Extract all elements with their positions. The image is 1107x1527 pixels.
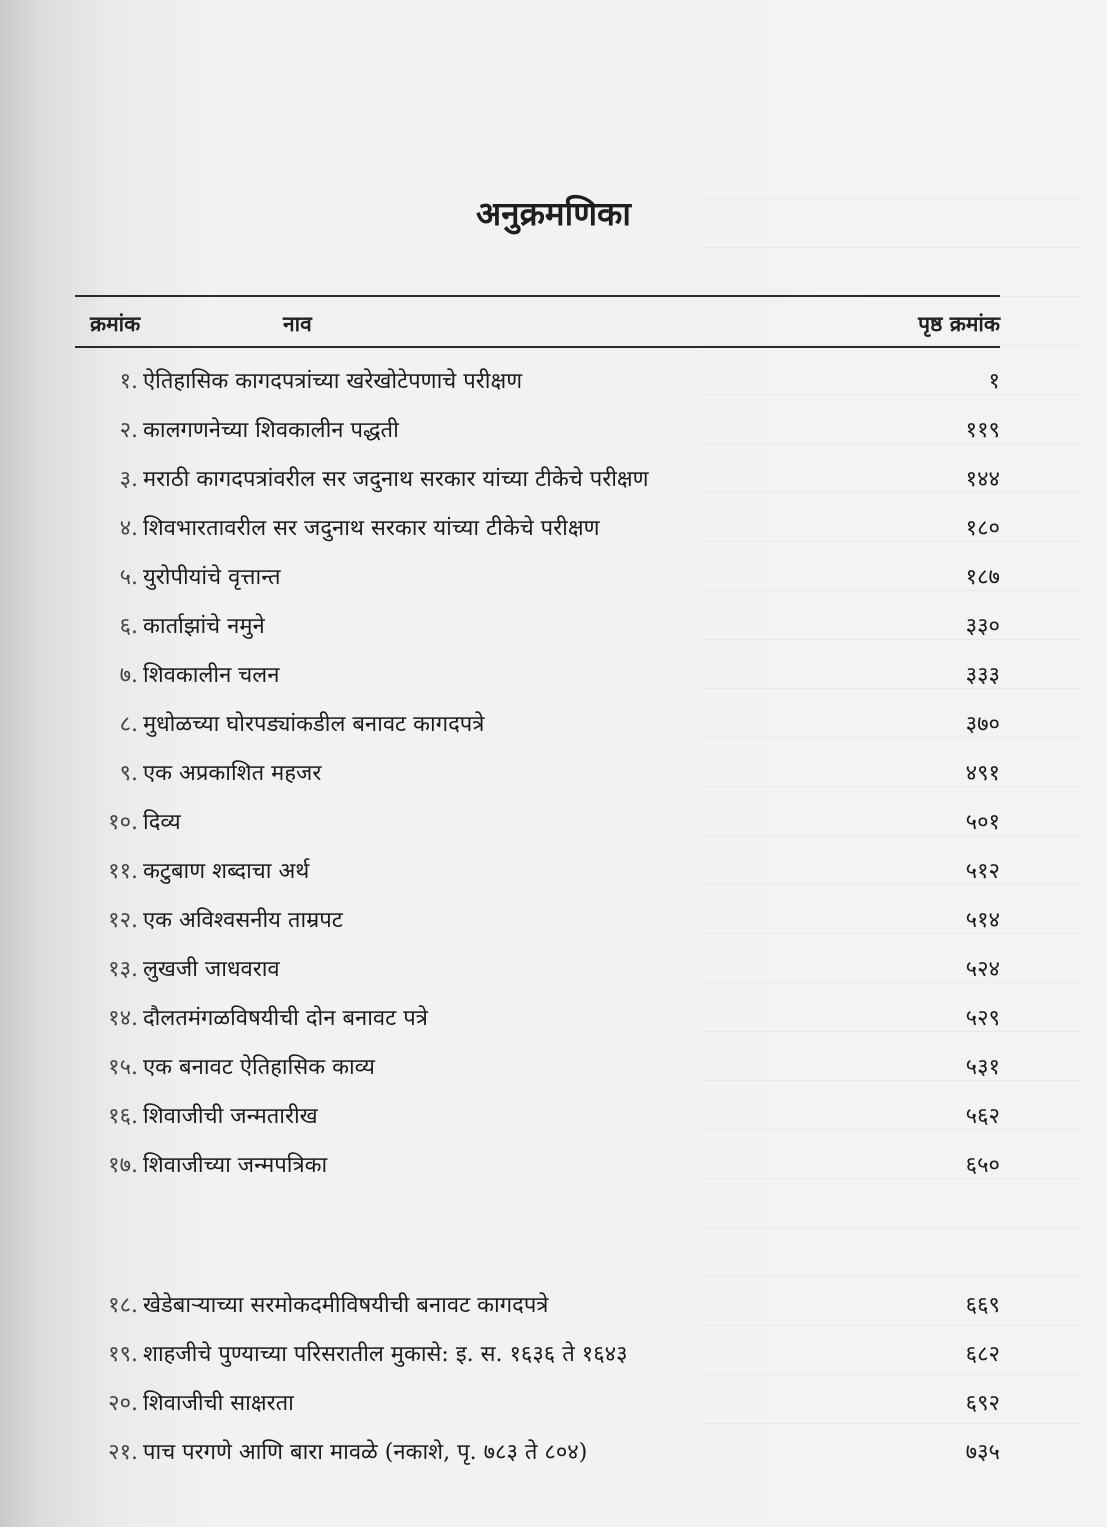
- entry-title: मराठी कागदपत्रांवरील सर जदुनाथ सरकार यांच्या टीकेचे परीक्षण: [143, 467, 649, 492]
- entry-page: १८७: [965, 565, 1000, 590]
- entry-title: कालगणनेच्या शिवकालीन पद्धती: [143, 418, 399, 443]
- entry-number: ४.: [119, 516, 138, 541]
- entry-title: एक बनावट ऐतिहासिक काव्य: [143, 1055, 375, 1080]
- toc-entry: [75, 948, 1000, 992]
- entry-page: १८०: [965, 516, 1000, 541]
- toc-entry: [75, 1333, 1000, 1377]
- toc-entry: [75, 556, 1000, 600]
- entry-number: १४.: [108, 1006, 138, 1031]
- toc-entry: [75, 997, 1000, 1041]
- entry-title: एक अविश्वसनीय ताम्रपट: [143, 908, 343, 933]
- page-title: अनुक्रमणिका: [476, 194, 631, 233]
- entry-number: १६.: [108, 1104, 138, 1129]
- entry-page: ५२९: [965, 1006, 1000, 1031]
- header-bottom-rule: [75, 346, 1000, 348]
- bleed-through-shadow: [700, 150, 1080, 1450]
- entry-number: १०.: [108, 810, 138, 835]
- entry-number: १५.: [108, 1055, 138, 1080]
- entry-number: २०.: [108, 1391, 138, 1416]
- entry-page: ६५०: [965, 1153, 1000, 1178]
- table-header: [75, 306, 1000, 342]
- entry-title: दिव्य: [143, 810, 181, 835]
- entry-number: १९.: [108, 1342, 138, 1367]
- entry-number: १८.: [108, 1293, 138, 1318]
- entry-title: पाच परगणे आणि बारा मावळे (नकाशे, पृ. ७८३ ते ८०४): [143, 1440, 588, 1465]
- entry-number: १७.: [108, 1153, 138, 1178]
- entry-page: ५३१: [965, 1055, 1000, 1080]
- toc-entry: [75, 360, 1000, 404]
- entry-title: कटुबाण शब्दाचा अर्थ: [143, 859, 310, 884]
- entry-page: ५०१: [965, 810, 1000, 835]
- toc-entry: [75, 801, 1000, 845]
- toc-entry: [75, 850, 1000, 894]
- entry-number: ९.: [119, 761, 138, 786]
- entry-title: एक अप्रकाशित महजर: [143, 761, 322, 786]
- entry-page: ६६९: [965, 1293, 1000, 1318]
- entry-title: शिवकालीन चलन: [143, 663, 280, 688]
- entry-title: लुखजी जाधवराव: [143, 957, 280, 982]
- entry-page: ७३५: [965, 1440, 1000, 1465]
- entry-title: युरोपीयांचे वृत्तान्त: [143, 565, 281, 590]
- entry-title: मुधोळच्या घोरपड्यांकडील बनावट कागदपत्रे: [143, 712, 485, 737]
- toc-entry: [75, 1431, 1000, 1475]
- entry-title: शाहजीचे पुण्याच्या परिसरातील मुकासे: इ. स. १६३६ ते १६४३: [143, 1342, 628, 1367]
- entry-page: ३३३: [965, 663, 1000, 688]
- header-page-label: पृष्ठ क्रमांक: [918, 311, 1000, 336]
- header-name-label: नाव: [283, 311, 312, 336]
- entry-number: ८.: [119, 712, 138, 737]
- toc-entry: [75, 654, 1000, 698]
- entry-title: खेडेबाऱ्याच्या सरमोकदमीविषयीची बनावट कागदपत्रे: [143, 1293, 549, 1318]
- toc-entry: [75, 1284, 1000, 1328]
- toc-entry: [75, 409, 1000, 453]
- entry-title: शिवाजीची साक्षरता: [143, 1391, 294, 1416]
- entry-number: ३.: [119, 467, 138, 492]
- entry-page: १: [988, 369, 1000, 394]
- toc-entry: [75, 899, 1000, 943]
- entry-title: शिवभारतावरील सर जदुनाथ सरकार यांच्या टीकेचे परीक्षण: [143, 516, 600, 541]
- toc-entry: [75, 1144, 1000, 1188]
- entry-page: ११९: [965, 418, 1000, 443]
- entry-title: कार्ताझांचे नमुने: [143, 614, 265, 639]
- header-number-label: क्रमांक: [90, 311, 141, 336]
- toc-entry: [75, 703, 1000, 747]
- entry-title: दौलतमंगळविषयीची दोन बनावट पत्रे: [143, 1006, 428, 1031]
- entry-number: २१.: [108, 1440, 138, 1465]
- entry-number: १२.: [108, 908, 138, 933]
- entry-number: ६.: [119, 614, 138, 639]
- entry-page: ५२४: [965, 957, 1000, 982]
- header-top-rule: [75, 295, 1000, 297]
- entry-page: ६८२: [965, 1342, 1000, 1367]
- toc-entry: [75, 1382, 1000, 1426]
- entry-title: शिवाजीची जन्मतारीख: [143, 1104, 318, 1129]
- entry-title: ऐतिहासिक कागदपत्रांच्या खरेखोटेपणाचे परीक्षण: [143, 369, 523, 394]
- toc-entry: [75, 1095, 1000, 1139]
- entry-number: १३.: [108, 957, 138, 982]
- toc-entry: [75, 458, 1000, 502]
- entry-title: शिवाजीच्या जन्मपत्रिका: [143, 1153, 328, 1178]
- toc-entry: [75, 1046, 1000, 1090]
- entry-number: ११.: [108, 859, 138, 884]
- entry-page: ३७०: [965, 712, 1000, 737]
- entry-page: ५६२: [965, 1104, 1000, 1129]
- entry-number: ७.: [119, 663, 138, 688]
- toc-entry: [75, 507, 1000, 551]
- entry-number: २.: [119, 418, 138, 443]
- entry-page: ४९१: [965, 761, 1000, 786]
- toc-entry: [75, 752, 1000, 796]
- entry-page: ६९२: [965, 1391, 1000, 1416]
- entry-number: १.: [119, 369, 138, 394]
- entry-page: ५१४: [965, 908, 1000, 933]
- entry-page: १४४: [965, 467, 1000, 492]
- entry-page: ५१२: [965, 859, 1000, 884]
- entry-number: ५.: [119, 565, 138, 590]
- toc-entry: [75, 605, 1000, 649]
- entry-page: ३३०: [965, 614, 1000, 639]
